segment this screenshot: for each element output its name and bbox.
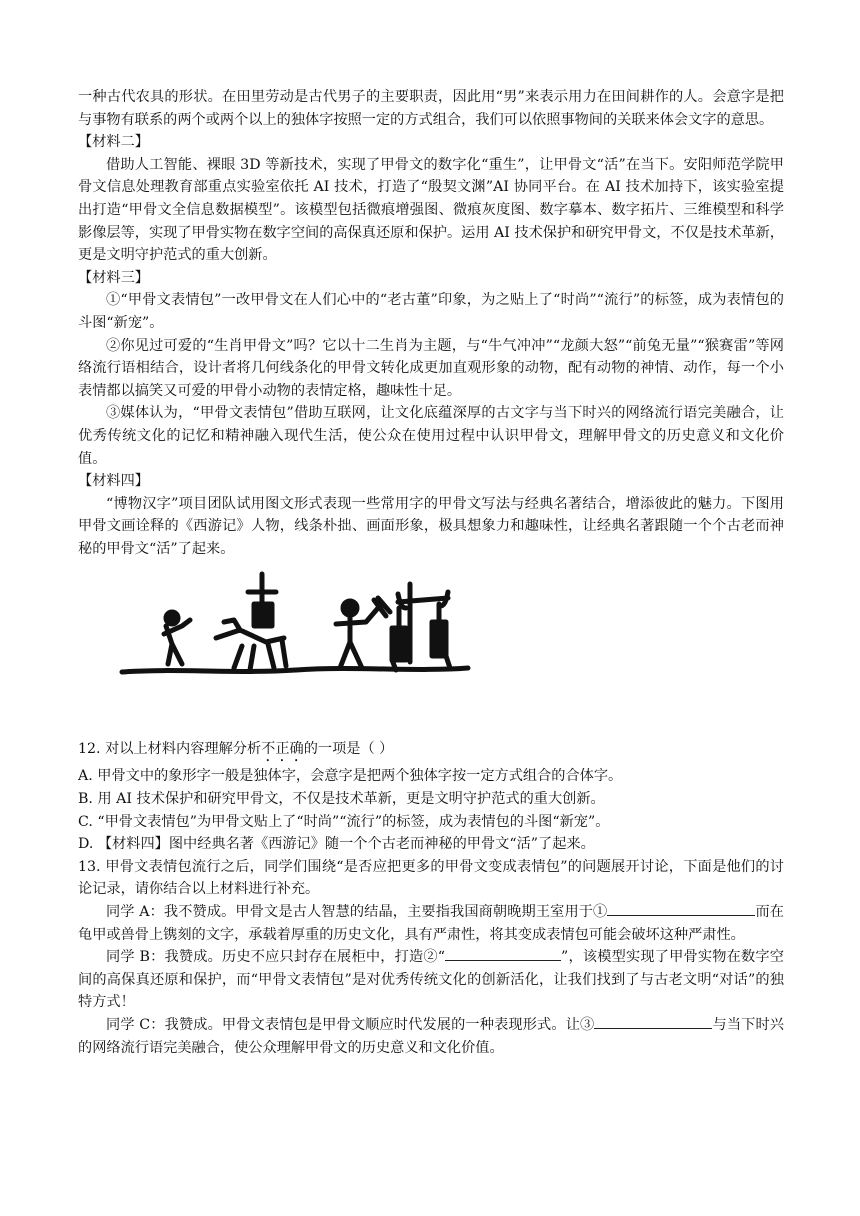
question-12-option-d[interactable]: D. 【材料四】图中经典名著《西游记》随一个个古老而神秘的甲骨文“活”了起来。	[78, 836, 595, 853]
oracle-bone-journey-west-illustration	[78, 564, 784, 732]
material-two-text: 借助人工智能、裸眼 3D 等新技术，实现了甲骨文的数字化“重生”，让甲骨文“活”在当下。安阳师范学院甲骨文信息处理教育部重点实验室依托 AI 技术，打造了“殷契文渊”AI 协同平台。在 AI 技术加持下，该实验室提出打造“甲骨文全信息数据模型”。该模型包括微痕增强图、微痕灰度图、数字摹本、数字拓片、三维模型和科学影像层等，实现了甲骨实物在数字空间的高保真还原和保护。运用 AI 技术保护和研究甲骨文，不仅是技术革新，更是文明守护范式的重大创新。	[78, 156, 784, 264]
material-four-title: 【材料四】	[78, 473, 149, 490]
question-12-stem	[78, 738, 784, 765]
material-three-p3: ③媒体认为，“甲骨文表情包”借助互联网，让文化底蕴深厚的古文字与当下时兴的网络流行语完美融合，让优秀传统文化的记忆和精神融入现代生活，使公众在使用过程中认识甲骨文，理解甲骨文的历史意义和文化价值。	[78, 405, 784, 467]
question-12-option-a[interactable]: A. 甲骨文中的象形字一般是独体字，会意字是把两个独体字按一定方式组合的合体字。	[78, 768, 623, 785]
material-three-title: 【材料三】	[78, 269, 149, 286]
student-a-text-end: 而在龟甲或兽骨上镌刻的文字，承载着厚重的历史文化，具有严肃性，将其变成表情包可能会破坏这种严肃性。	[78, 904, 784, 943]
question-12-emphasis: 不正确	[261, 741, 304, 758]
student-b-text-start: 同学 B：我赞成。历史不应只封存在展柜中，打造②“	[106, 949, 445, 966]
answer-blank-1[interactable]	[607, 901, 755, 916]
material-three-p1: ①“甲骨文表情包”一改甲骨文在人们心中的“老古董”印象，为之贴上了“时尚”“流行”的标签，成为表情包的斗图“新宠”。	[78, 292, 784, 331]
student-c-text-start: 同学 C：我赞成。甲骨文表情包是甲骨文顺应时代发展的一种表现形式。让③	[106, 1017, 595, 1033]
answer-blank-2[interactable]	[445, 946, 561, 961]
student-c-text-end: 与当下时兴的网络流行语完美融合，使公众理解甲骨文的历史意义和文化价值。	[78, 1017, 784, 1056]
question-12-stem-end: 的一项是（ ）	[303, 741, 394, 758]
material-four-text: “博物汉字”项目团队试用图文形式表现一些常用字的甲骨文写法与经典名著结合，增添彼此的魅力。下图用甲骨文画诠释的《西游记》人物，线条朴拙、画面形象，极具想象力和趣味性，让经典名著跟随一个个古老而神秘的甲骨文“活”了起来。	[78, 495, 784, 557]
answer-blank-3[interactable]	[594, 1014, 712, 1029]
student-b-answer	[78, 946, 784, 1014]
student-a-answer	[78, 901, 784, 946]
student-b-text-end: ”，该模型实现了甲骨实物在数字空间的高保真还原和保护，而“甲骨文表情包”是对优秀传统文化的创新活化，让我们找到了与古老文明“对话”的独特方式！	[78, 949, 784, 1011]
question-12-option-c[interactable]: C. “甲骨文表情包”为甲骨文贴上了“时尚”“流行”的标签，成为表情包的斗图“新宠”。	[78, 813, 610, 830]
document-page	[78, 86, 784, 1059]
student-c-answer	[78, 1014, 784, 1059]
question-13-stem: 13. 甲骨文表情包流行之后，同学们围绕“是否应把更多的甲骨文变成表情包”的问题展开讨论，下面是他们的讨论记录，请你结合以上材料进行补充。	[78, 858, 784, 898]
oracle-bone-drawing	[116, 564, 476, 724]
question-12-option-b[interactable]: B. 用 AI 技术保护和研究甲骨文，不仅是技术革新，更是文明守护范式的重大创新。	[78, 791, 605, 808]
intro-paragraph: 一种古代农具的形状。在田里劳动是古代男子的主要职责，因此用“男”来表示用力在田间耕作的人。会意字是把与事物有联系的两个或两个以上的独体字按照一定的方式组合，我们可以依照事物间的关联来体会文字的意思。	[78, 89, 784, 128]
student-a-text-start: 同学 A：我不赞成。甲骨文是古人智慧的结晶，主要指我国商朝晚期王室用于①	[106, 904, 608, 921]
material-three-p2: ②你见过可爱的“生肖甲骨文”吗？它以十二生肖为主题，与“牛气冲冲”“龙颜大怒”“前兔无量”“猴赛雷”等网络流行语相结合，设计者将几何线条化的甲骨文转化成更加直观形象的动物，配有动物的神情、动作，每一个小表情都以搞笑又可爱的甲骨小动物的表情定格，趣味性十足。	[78, 337, 784, 399]
question-12-stem-start: 12. 对以上材料内容理解分析	[78, 741, 262, 758]
material-two-title: 【材料二】	[78, 134, 149, 151]
